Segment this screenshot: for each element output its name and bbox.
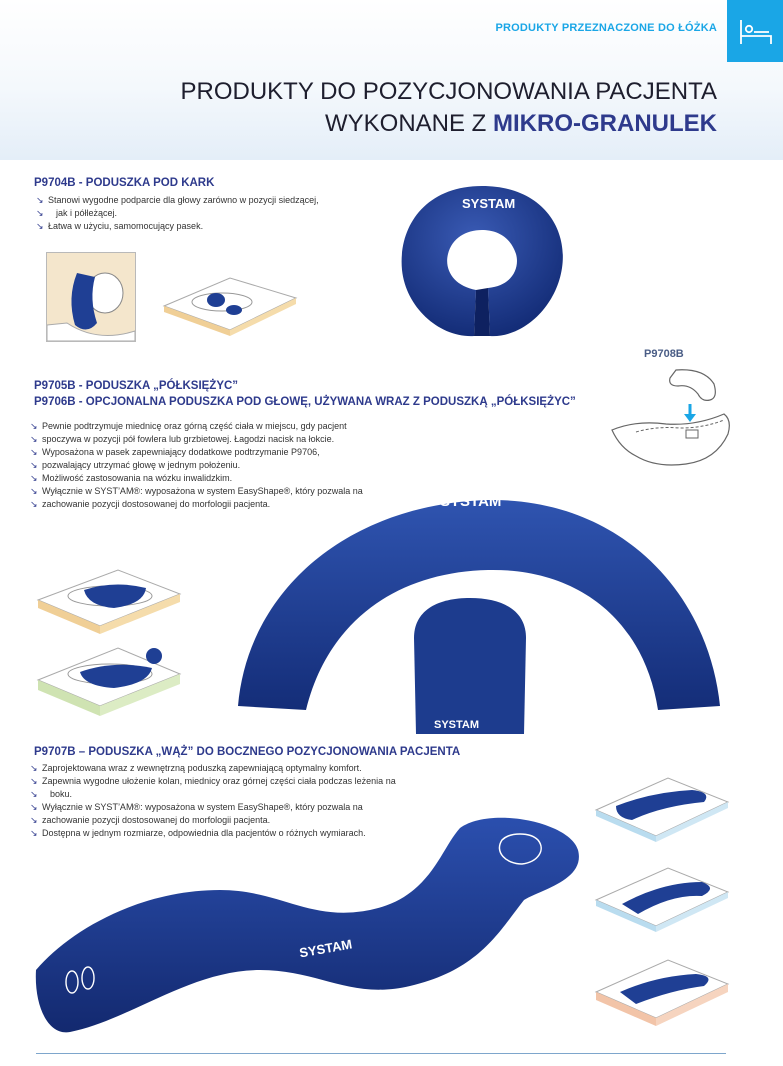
snake-bed-image-3 <box>592 946 732 1030</box>
p9708b-label: P9708B <box>644 348 684 360</box>
bullet-item-continuation: ↘ Wyposażona w pasek zapewniający dodatkowe podtrzymanie P9706, <box>30 446 390 459</box>
bullet-item: ↘ Zapewnia wygodne ułożenie kolan, miednicy oraz górnej części ciała podczas leżenia na <box>30 775 430 788</box>
bullet-item: ↘ Zaprojektowana wraz z wewnętrzną poduszką zapewniającą optymalny komfort. <box>30 762 430 775</box>
category-label: PRODUKTY PRZEZNACZONE DO ŁÓŻKA <box>495 22 717 34</box>
title-prefix: WYKONANE Z <box>325 110 494 137</box>
systam-logo: SYSTAM <box>440 493 502 510</box>
snake-bed-image-1 <box>592 766 732 846</box>
bullet-item: ↘ Stanowi wygodne podparcie dla głowy zarówno w pozycji siedzącej, <box>36 194 346 207</box>
section-title-p9704b: P9704B - PODUSZKA POD KARK <box>34 177 215 189</box>
bullet-item: ↘ Wyłącznie w SYST’AM®: wyposażona w system EasyShape®, który pozwala na <box>30 485 390 498</box>
footer-divider <box>36 1053 726 1054</box>
section-subtitle-p9706b: P9706B - OPCJONALNA PODUSZKA POD GŁOWĘ, UŻYWANA WRAZ Z PODUSZKĄ „PÓŁKSIĘŻYC” <box>34 396 576 408</box>
bullet-item-continuation: ↘ jak i półleżącej. <box>36 207 346 220</box>
half-moon-bed-image-2 <box>34 634 184 722</box>
bullet-item-continuation: ↘ spoczywa w pozycji pół fowlera lub grzbietowej. Łagodzi nacisk na łokcie. <box>30 433 390 446</box>
bullet-item: ↘ Wyłącznie w SYST’AM®: wyposażona w system EasyShape®, który pozwala na <box>30 801 430 814</box>
bullet-item: ↘ Łatwa w użyciu, samomocujący pasek. <box>36 220 346 233</box>
title-highlight: MIKRO-GRANULEK <box>493 110 717 137</box>
half-moon-bed-image-1 <box>34 560 184 638</box>
systam-logo: SYSTAM <box>434 719 480 731</box>
bullet-item-continuation: ↘ zachowanie pozycji dostosowanej do morfologii pacjenta. <box>30 814 430 827</box>
p9708b-diagram <box>606 364 736 474</box>
bullet-list-p9704b <box>36 194 346 233</box>
bullet-item: ↘ Dostępna w jednym rozmiarze, odpowiednia dla pacjentów o różnych wymiarach. <box>30 827 430 840</box>
snake-bed-image-2 <box>592 856 732 936</box>
bullet-item-continuation: ↘ zachowanie pozycji dostosowanej do morfologii pacjenta. <box>30 498 390 511</box>
bullet-item-continuation: ↘ boku. <box>30 788 430 801</box>
systam-logo: SYSTAM <box>298 936 354 961</box>
category-corner-box <box>727 0 783 62</box>
bullet-item: ↘ Pewnie podtrzymuje miednicę oraz górną część ciała w miejscu, gdy pacjent <box>30 420 390 433</box>
bullet-item-continuation: ↘ pozwalający utrzymać głowę w jednym położeniu. <box>30 459 390 472</box>
half-moon-pillow-image <box>228 470 728 740</box>
bullet-item: ↘ Możliwość zastosowania na wózku inwalidzkim. <box>30 472 390 485</box>
bed-icon <box>727 0 783 62</box>
page-title-line1: PRODUKTY DO POZYCJONOWANIA PACJENTA <box>180 78 717 105</box>
neck-pillow-product-image <box>392 178 572 348</box>
section-title-p9707b: P9707B – PODUSZKA „WĄŻ” DO BOCZNEGO POZYCJONOWANIA PACJENTA <box>34 746 461 758</box>
snake-pillow-image <box>30 810 590 1050</box>
section-title-p9705b: P9705B - PODUSZKA „PÓŁKSIĘŻYC” <box>34 380 239 392</box>
neck-pillow-bed-image <box>160 268 300 338</box>
systam-logo: SYSTAM <box>462 196 516 211</box>
page-title-line2 <box>325 110 717 138</box>
neck-pillow-usage-image <box>46 252 136 342</box>
